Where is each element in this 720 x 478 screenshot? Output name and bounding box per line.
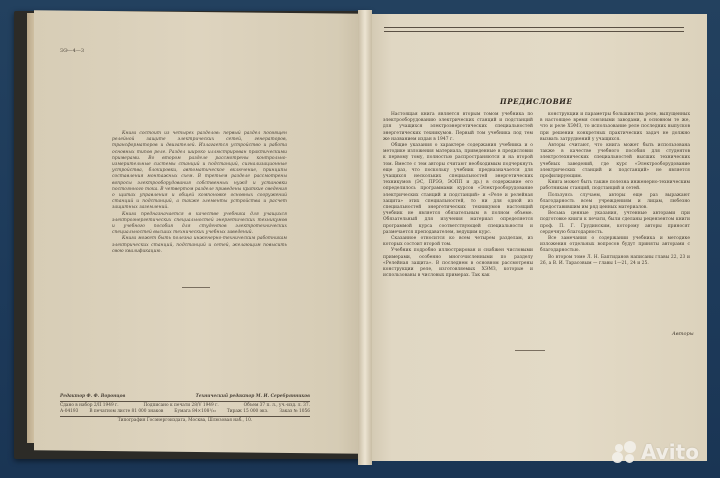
typeset-date: Сдано в набор 2/II 1949 г.	[60, 403, 119, 408]
print-run: Тираж 15 000 экз.	[226, 409, 269, 414]
divider	[384, 31, 684, 32]
order-code: А-04193	[60, 409, 79, 414]
annotation-paragraph: Книга предназначается в качестве учебника для учащихся электроэнергетических специальностей энергетических техникумов и учебного пособия для студентов электротехнических специальностей высших технических учебных заведений.	[112, 211, 287, 236]
signature: Авторы	[672, 331, 694, 337]
tech-editor-credit: Технический редактор М. И. Серебрянников	[195, 394, 310, 399]
order-number: Заказ № 1056	[279, 409, 310, 414]
avito-dots-logo-icon	[612, 441, 638, 463]
header-rules	[384, 27, 684, 35]
divider	[384, 27, 684, 28]
text-column-left	[383, 112, 533, 279]
watermark-text: Avito	[641, 440, 699, 464]
imprint-block	[60, 394, 310, 424]
paragraph: Во втором томе Л. Н. Баптиданов написаны главы 22, 23 и 26, а В. И. Тарасовым — главы 1—21, 24 и 25.	[540, 254, 690, 266]
paragraph: Авторы считают, что книга может быть использована также в качестве учебного пособия для студентов электротехнических специальностей высших технических учебных заведений, где курс «Электрооборудование электрических станций и подстанций» не является профилирующим.	[540, 143, 690, 180]
text-column-right	[540, 112, 690, 267]
paragraph: Все замечания о содержании учебника и методике изложения отдельных вопросов будут приняты авторами с благодарностью.	[540, 236, 690, 254]
paragraph: конструкции и параметры большинства реле, выпущенных в настоящее время союзными заводами, в основном те же, что и реле ХЭМЗ, то использование реле последних выпусков при решении конкретных практических задач не должно вызвать затруднений у учащихся.	[540, 112, 690, 142]
annotation-paragraph: Книга может быть полезна инженерно-техническим работникам электрических станций, подстанций и сетей, желающим повысить свою квалификацию.	[112, 236, 287, 254]
editor-credit: Редактор Ф. Ф. Воронцов	[60, 394, 126, 399]
divider	[515, 350, 545, 351]
divider	[60, 416, 310, 417]
paragraph: Пользуясь случаем, авторы еще раз выражают благодарность всем учреждениям и лицам, любезно предоставившим им ряд ценных материалов.	[540, 192, 690, 211]
divider	[182, 287, 210, 288]
divider	[60, 401, 310, 402]
book-gutter	[358, 10, 372, 465]
paper-format: Бумага 84×108¹/₃₂	[174, 409, 216, 414]
paragraph: Настоящая книга является вторым томом учебника по электрооборудованию электрических станций и подстанций для учащихся электроэнергетических специальностей энергетических техникумов. Первый том учебника под тем же названием издан в 1947 г.	[383, 112, 533, 142]
signed-date: Подписано к печати 28/V 1949 г.	[143, 403, 219, 408]
catalog-code: ЭЭ—4—3	[60, 48, 85, 54]
paragraph: Сказанное относится ко всем четырем разделам, из которых состоит второй том.	[383, 236, 533, 248]
paragraph: Книга может быть также полезна инженерно-техническим работникам станций, подстанций и сетей.	[540, 180, 690, 192]
book-annotation	[112, 131, 287, 255]
paragraph: Общие указания о характере содержания учебника и о методике изложения материала, приведенные в предисловии к первому тому, полностью распространяются и на второй том. Вместе с тем авторы считают необходимым подчеркнуть еще раз, что поскольку учебник предназначается для учащихся нескольких специальностей энергетических техникумов (ЭС, ПРЭЭ, ЭОПП и др.) в содержание его определилось программами курсов «Электрооборудование электрических станций и подстанций» и «Реле и релейная защита» этих специальностей, то ни для одной из специальностей энергетических техникумов настоящий учебник не является обязательным в полном объеме. Обязательный для изучения материал определяется программой курса соответствующей специальности и размечается преподавателем, ведущим курс.	[383, 143, 533, 235]
avito-watermark	[612, 440, 699, 464]
paragraph: Учебник подробно иллюстрирован и снабжен числовыми примерами, особенно многочисленными по разделу «Релейная защита». В последнем в основном рассмотрены конструкции реле, изготовляемых ХЭМЗ, которые и использованы в числовых примерах. Так как	[383, 248, 533, 279]
paragraph: Весьма ценные указания, учтенные авторами при подготовке книги к печати, были сделаны рецензентом книги проф. П. Г. Грудинским, которому авторы приносят сердечную благодарность.	[540, 211, 690, 235]
volume: Объем 37 п. л., уч.-изд. л. 37.	[243, 403, 310, 408]
annotation-paragraph: Книга состоит из четырех разделов: первый раздел посвящен релейной защите электрических сетей, генераторов, трансформаторов и двигателей. Излагается устройство и работа основных типов реле. Раздел широко иллюстрирован практическими примерами. Во втором разделе рассмотрены контрольно-измерительные системы станций и подстанций, сигнализационные устройства, блокировки, автоматическое включение, принципы составления монтажных схем. В третьем разделе рассмотрены вопросы электрооборудования собственных нужд и установки постоянного тока. В четвертом разделе приведены краткие сведения о щитах управления и общей компоновке основных сооружений станций и подстанций, а также элементы устройства и расчет защитных заземлений.	[112, 131, 287, 211]
chars-per-sheet: В печатном листе 81 000 знаков	[89, 409, 164, 414]
printer-line: Типография Госэнергоиздата, Москва, Шлюзовая наб., 10.	[117, 418, 253, 423]
page-title: ПРЕДИСЛОВИЕ	[500, 97, 573, 106]
